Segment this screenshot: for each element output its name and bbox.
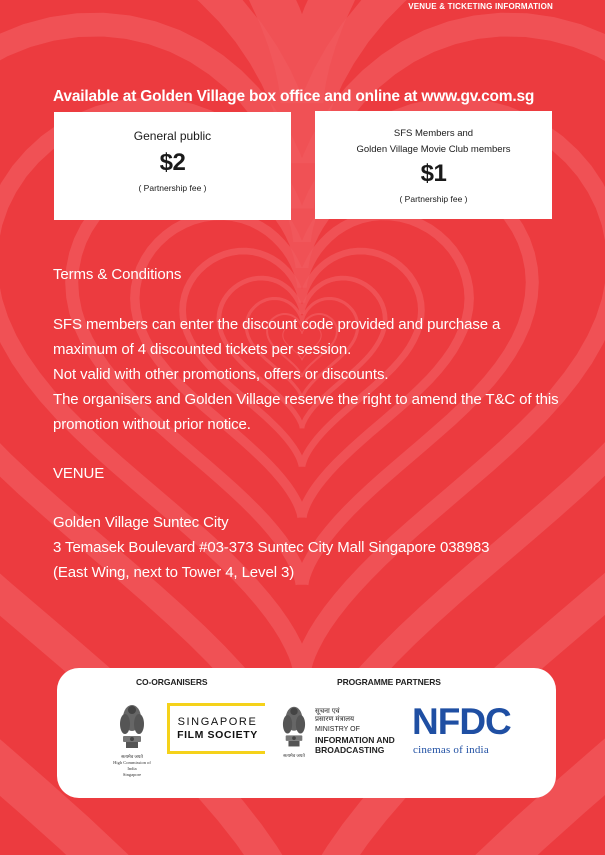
sponsor-panel	[57, 668, 556, 798]
venue-heading: VENUE	[53, 465, 105, 482]
audience-line-1: SFS Members and	[393, 128, 474, 139]
price-card-general-public	[54, 112, 291, 220]
singapore-film-society-logo	[167, 703, 265, 754]
mib-name-line-2: INFORMATION AND	[315, 735, 395, 745]
terms-heading: Terms & Conditions	[53, 266, 182, 283]
ticket-availability-headline: Available at Golden Village box office and online at www.gv.com.sg	[53, 88, 535, 105]
mib-name-line-1: MINISTRY OF	[315, 726, 360, 733]
mib-hindi-line-2: प्रसारण मंत्रालय	[315, 716, 355, 723]
mib-emblem-motto: सत्यमेव जयते	[283, 753, 305, 758]
nfdc-tagline: cinemas of india	[413, 744, 489, 756]
hc-india-caption	[109, 754, 155, 778]
sfs-logo-line-2: FILM SOCIETY	[177, 729, 258, 741]
programme-partners-label: PROGRAMME PARTNERS	[337, 677, 441, 687]
mib-hindi-line-1: सूचना एवं	[315, 708, 340, 715]
price-audience-label	[315, 126, 552, 158]
nfdc-logo: NFDC	[412, 701, 511, 742]
price-value: $1	[420, 160, 447, 187]
india-emblem-icon	[117, 702, 147, 754]
venue-name: Golden Village Suntec City	[53, 514, 229, 531]
venue-directions: (East Wing, next to Tower 4, Level 3)	[53, 564, 295, 581]
hc-india-location: Singapore	[122, 772, 142, 777]
price-note: ( Partnership fee )	[138, 183, 207, 193]
price-value: $2	[159, 149, 186, 176]
venue-details	[53, 510, 489, 585]
mib-name-line-3: BROADCASTING	[315, 745, 385, 755]
audience-line-2: Golden Village Movie Club members	[356, 144, 511, 155]
hc-india-name: High Commission of India	[113, 760, 151, 771]
mib-name-bold	[315, 735, 395, 755]
price-note: ( Partnership fee )	[399, 194, 468, 204]
price-audience-label: General public	[133, 129, 212, 143]
terms-item: The organisers and Golden Village reserve the right to amend the T&C of this promotion without prior notice.	[53, 391, 559, 433]
price-card-members	[315, 111, 552, 219]
india-emblem-icon	[280, 704, 308, 752]
venue-address: 3 Temasek Boulevard #03-373 Suntec City Mall Singapore 038983	[53, 539, 490, 556]
terms-list	[53, 312, 563, 437]
terms-item: Not valid with other promotions, offers or discounts.	[53, 366, 389, 383]
terms-item: SFS members can enter the discount code provided and purchase a maximum of 4 discounted tickets per session.	[53, 316, 501, 358]
sfs-logo-line-1: SINGAPORE	[177, 716, 258, 728]
section-label: VENUE & TICKETING INFORMATION	[408, 2, 553, 11]
mib-hindi-name	[315, 708, 354, 724]
emblem-motto: सत्यमेव जयते	[121, 754, 143, 759]
co-organisers-label: CO-ORGANISERS	[136, 677, 208, 687]
